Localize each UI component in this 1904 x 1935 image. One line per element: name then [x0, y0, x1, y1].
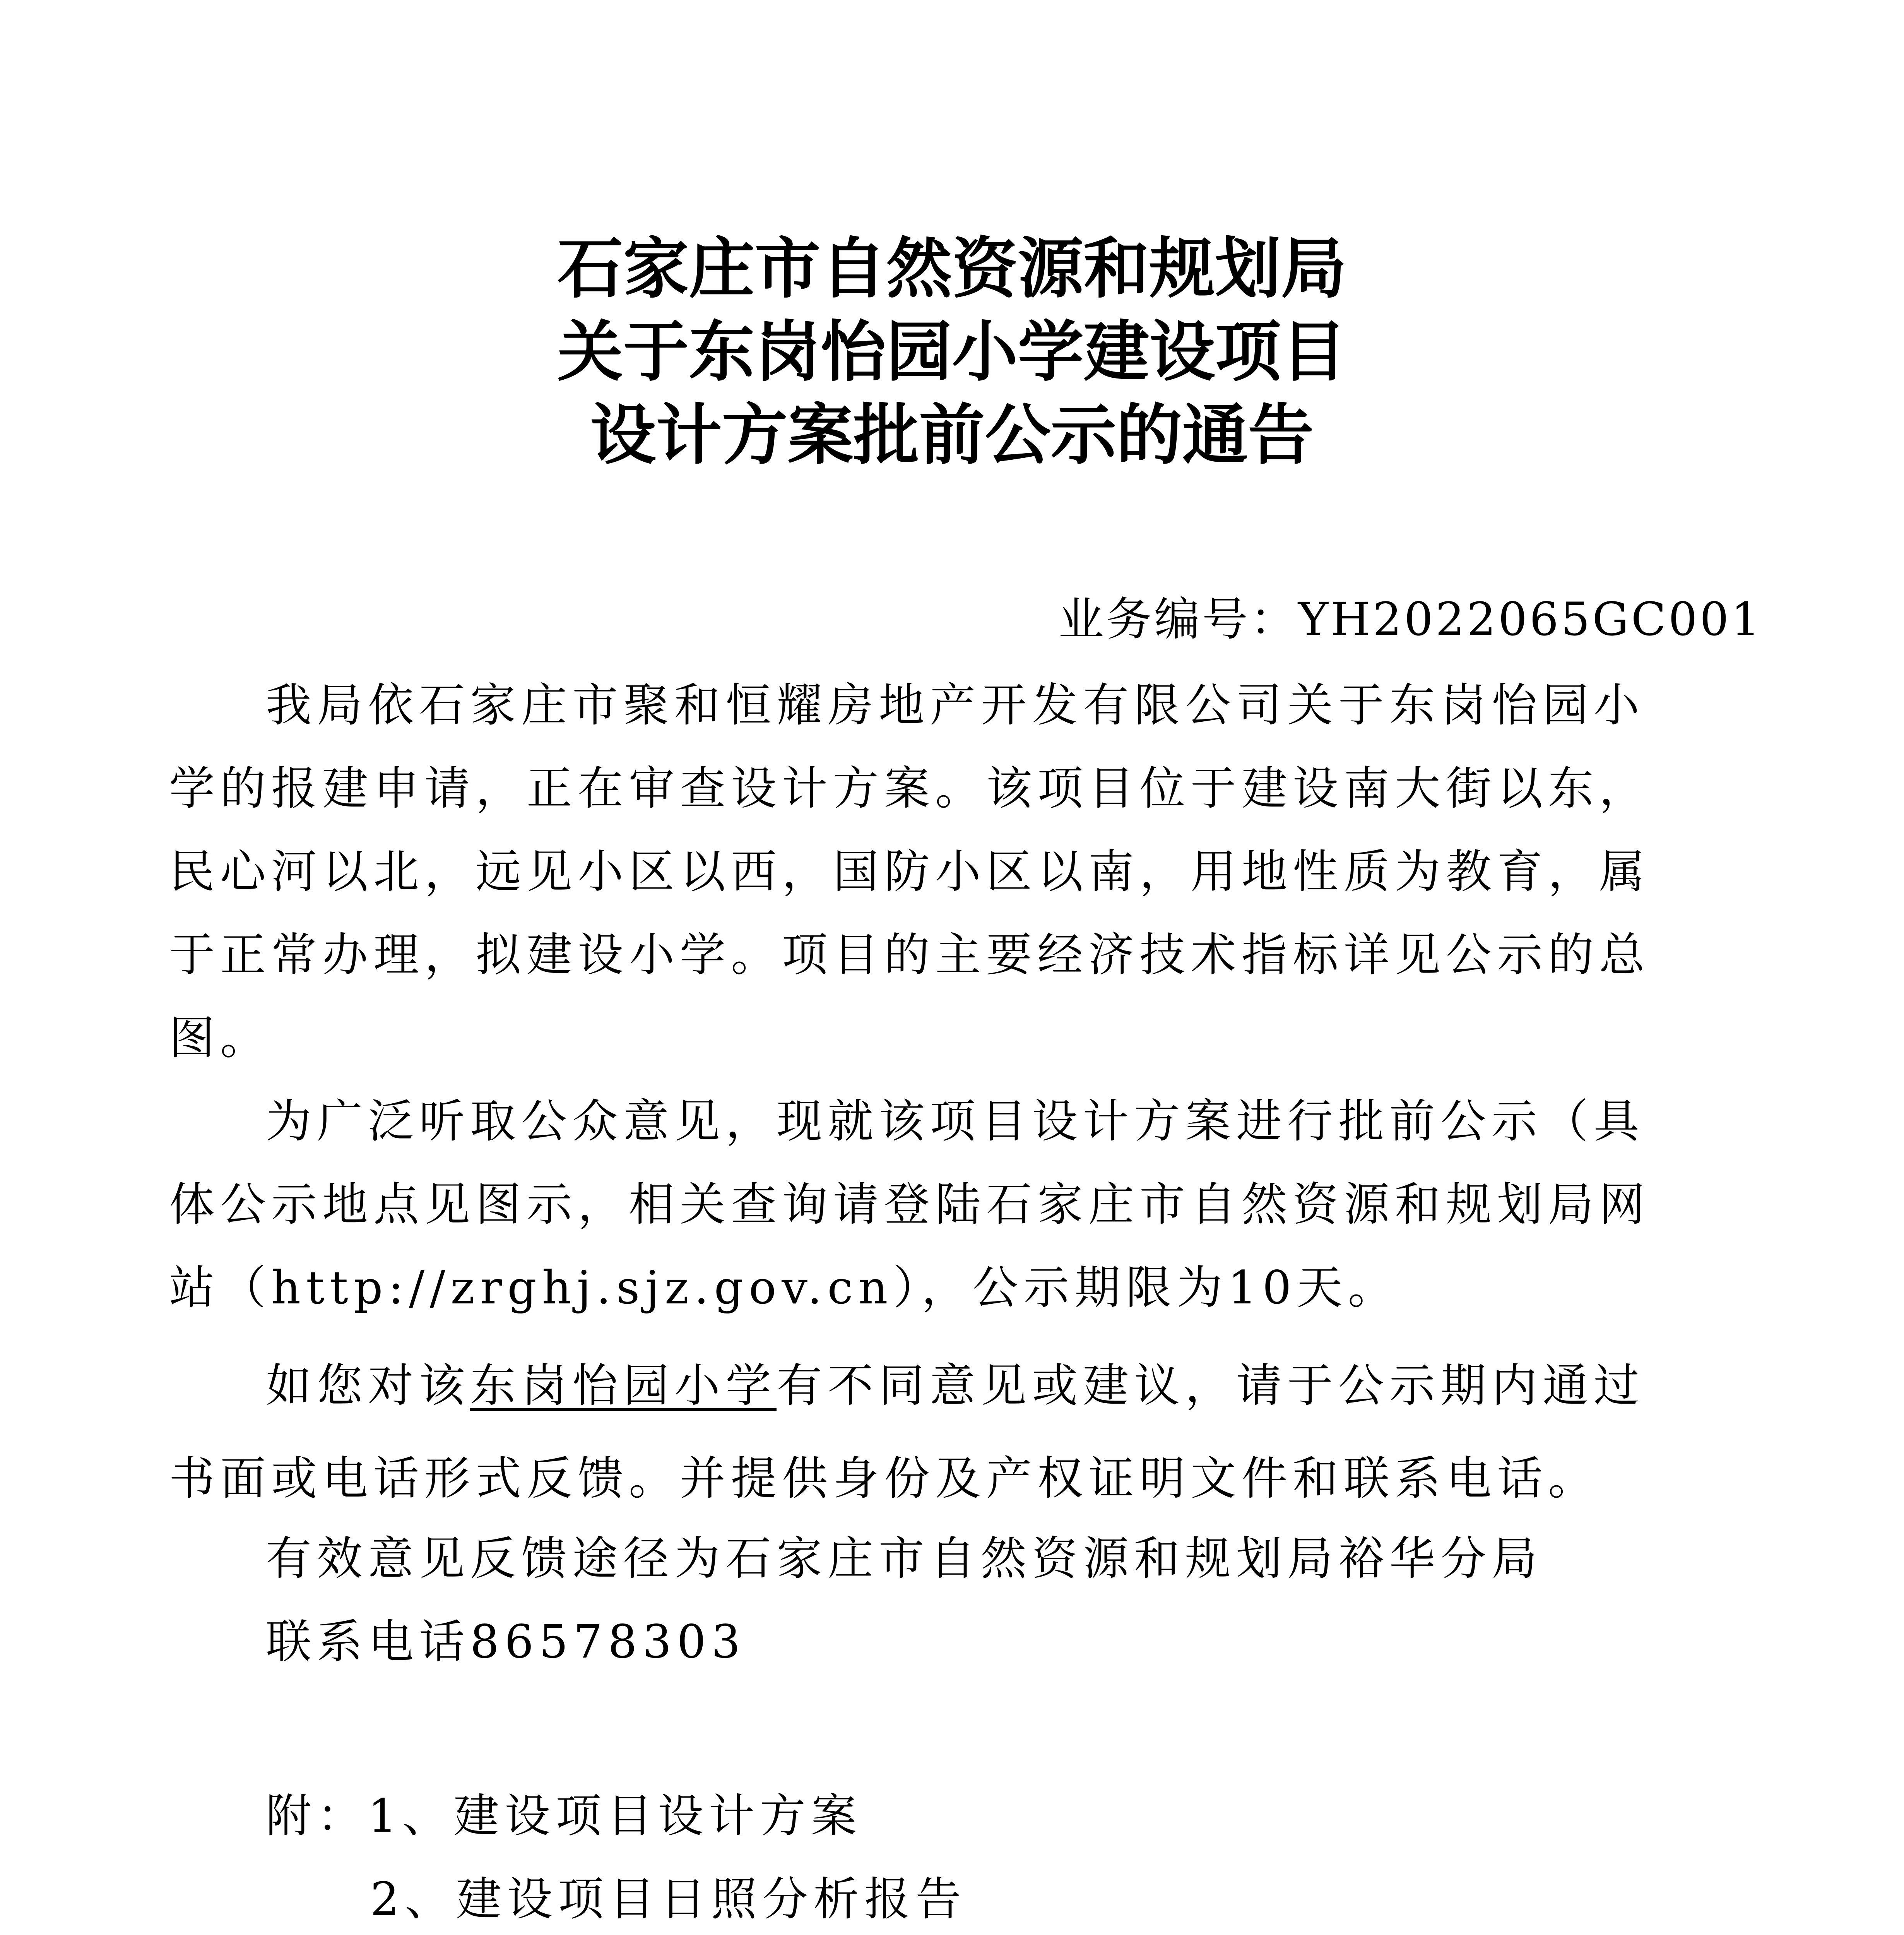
paragraph-application [169, 664, 1717, 1080]
paragraph-line: 于正常办理，拟建设小学。项目的主要经济技术指标详见公示的总 [169, 928, 1651, 981]
paragraph-line: 民心河以北，远见小区以西，国防小区以南，用地性质为教育，属 [169, 845, 1651, 898]
business-number: 业务编号：YH2022065GC001 [1058, 592, 1763, 646]
paragraph-feedback-request [169, 1339, 1717, 1525]
project-name: 东岗怡园小学 [470, 1359, 777, 1412]
text-prefix: 如您对该 [266, 1359, 470, 1412]
contact-phone: 联系电话86578303 [266, 1615, 746, 1668]
attachment-item-2: 2、建设项目日照分析报告 [370, 1872, 967, 1926]
paragraph-line: 体公示地点见图示，相关查询请登陆石家庄市自然资源和规划局网 [169, 1178, 1651, 1231]
paragraph-line: 我局依石家庄市聚和恒耀房地产开发有限公司关于东岗怡园小 [266, 678, 1645, 732]
title-line-1: 石家庄市自然资源和规划局 [557, 231, 1347, 307]
text-suffix: 有不同意见或建议，请于公示期内通过 [777, 1359, 1645, 1412]
paragraph-line: 书面或电话形式反馈。并提供身份及产权证明文件和联系电话。 [169, 1452, 1599, 1505]
paragraph-line: 图。 [169, 1011, 272, 1065]
paragraph-line [169, 1339, 1717, 1432]
paragraph-line: 站（http://zrghj.sjz.gov.cn），公示期限为10天。 [169, 1261, 1399, 1314]
feedback-channel: 有效意见反馈途径为石家庄市自然资源和规划局裕华分局 [266, 1532, 1543, 1585]
title-line-2: 关于东岗怡园小学建设项目 [557, 314, 1347, 390]
paragraph-publicity [169, 1080, 1717, 1329]
paragraph-line: 为广泛听取公众意见，现就该项目设计方案进行批前公示（具 [266, 1094, 1645, 1148]
title-line-3: 设计方案批前公示的通告 [590, 397, 1314, 474]
attachment-item-1: 附：1、建设项目设计方案 [266, 1789, 862, 1843]
paragraph-line: 学的报建申请，正在审查设计方案。该项目位于建设南大街以东， [169, 762, 1651, 815]
